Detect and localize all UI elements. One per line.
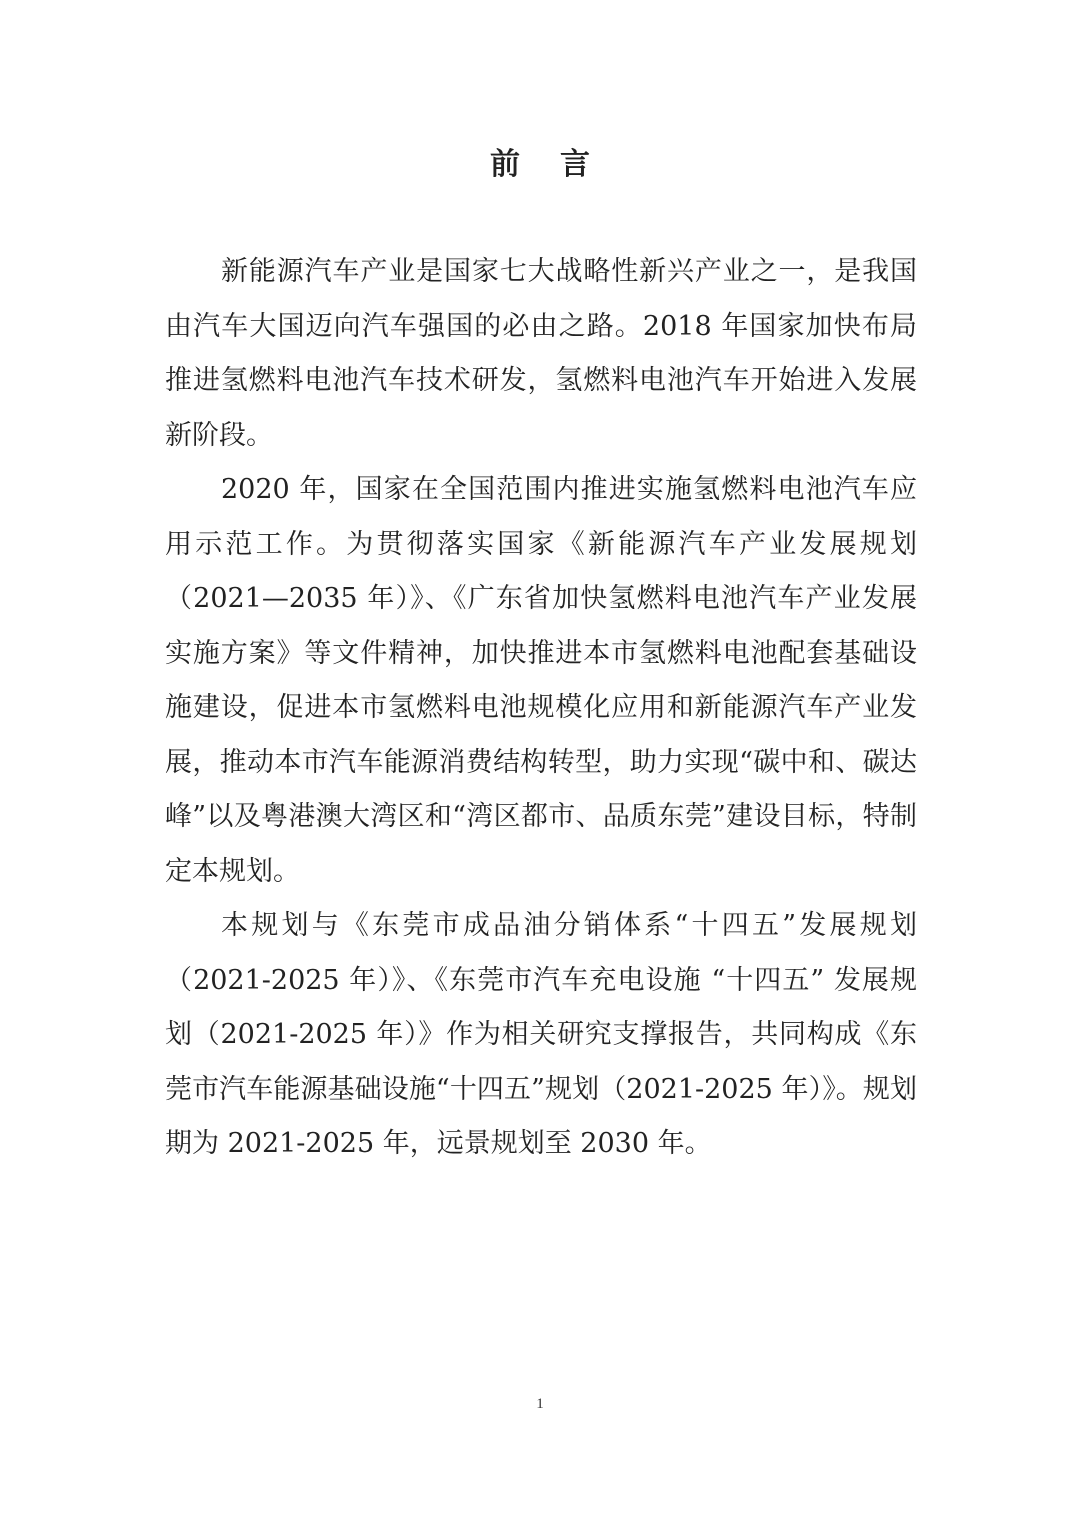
paragraph-2: 2020 年，国家在全国范围内推进实施氢燃料电池汽车应用示范工作。为贯彻落实国家《新能源汽车产业发展规划（2021—2035 年）》、《广东省加快氢燃料电池汽车产业发展实施方案》等文件精神，加快推进本市氢燃料电池配套基础设施建设，促进本市氢燃料电池规模化应用和新能源汽车产业发展，推动本市汽车能源消费结构转型，助力实现“碳中和、碳达峰”以及粤港澳大湾区和“湾区都市、品质东莞”建设目标，特制定本规划。 <box>165 474 917 887</box>
page-title: 前言 <box>490 147 630 182</box>
page-number: 1 <box>536 1396 544 1412</box>
paragraph-1: 新能源汽车产业是国家七大战略性新兴产业之一，是我国由汽车大国迈向汽车强国的必由之路。2018 年国家加快布局推进氢燃料电池汽车技术研发，氢燃料电池汽车开始进入发展新阶段。 <box>165 256 917 451</box>
document-body <box>165 245 917 1172</box>
paragraph-3: 本规划与《东莞市成品油分销体系“十四五”发展规划（2021-2025 年）》、《东莞市汽车充电设施 “十四五” 发展规划（2021-2025 年）》作为相关研究支撑报告，共同构成《东莞市汽车能源基础设施“十四五”规划（2021-2025 年）》。规划期为 2021-2025 年，远景规划至 2030 年。 <box>165 910 917 1159</box>
